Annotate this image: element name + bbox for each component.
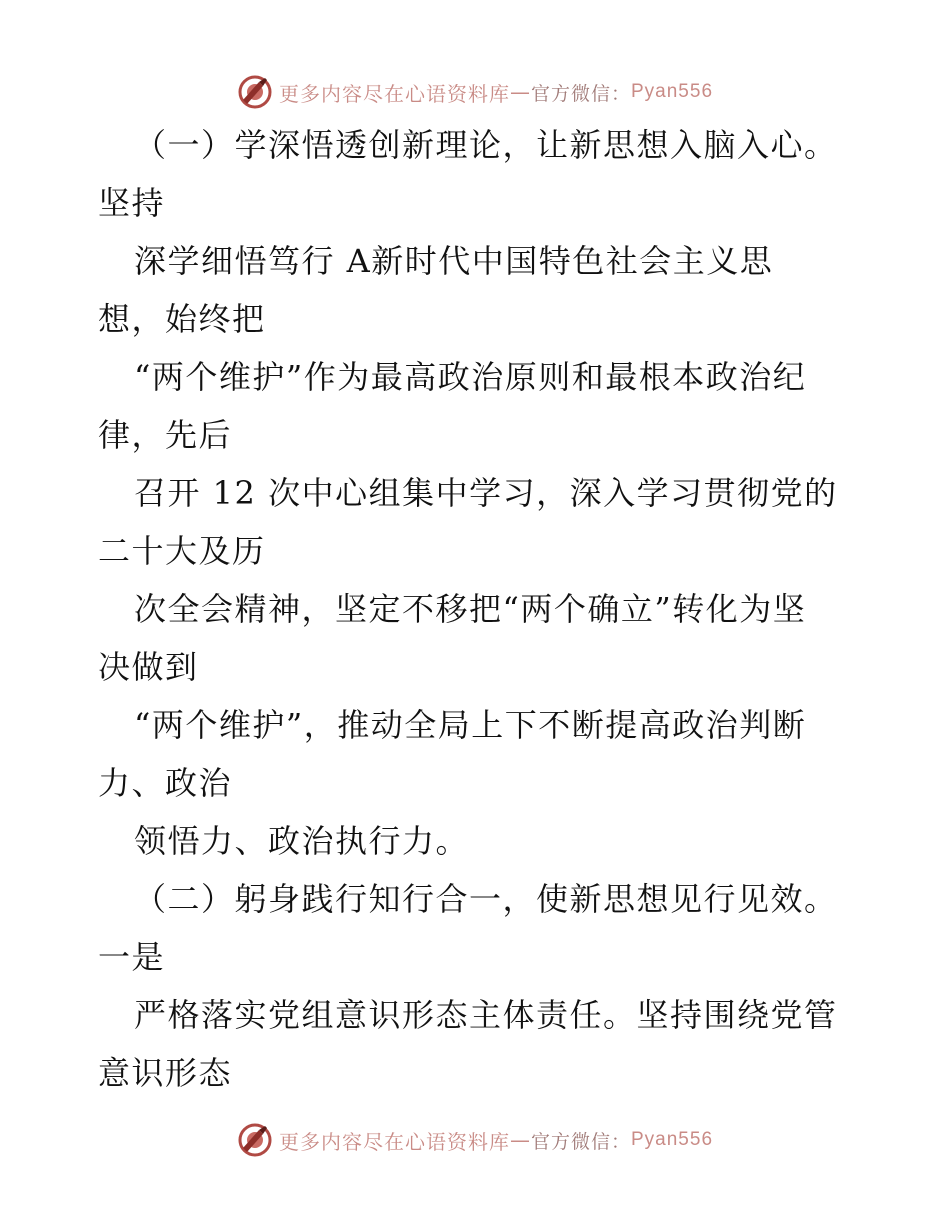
text-line: 次全会精神，坚定不移把“两个确立”转化为坚 [134, 590, 807, 628]
text-line: 严格落实党组意识形态主体责任。坚持围绕党管 [134, 996, 838, 1034]
text-line: “两个维护”，推动全局上下不断提高政治判断 [134, 706, 807, 744]
text-line: 律，先后 [98, 416, 233, 454]
footer-watermark [0, 1120, 950, 1160]
text-line: 坚持 [98, 184, 166, 222]
watermark-brand: 更多内容尽在心语资料库 [278, 1129, 510, 1154]
brand-logo-icon [237, 1122, 273, 1158]
watermark-official-label: 官方微信： [530, 82, 631, 105]
text-line: 深学细悟笃行 A新时代中国特色社会主义思 [134, 242, 774, 280]
text-line: 召开 12 次中心组集中学习，深入学习贯彻党的 [134, 474, 838, 512]
text-line: 力、政治 [98, 764, 233, 802]
watermark-separator: — [509, 80, 531, 104]
watermark-brand: 更多内容尽在心语资料库 [278, 81, 510, 106]
brand-logo-icon [237, 74, 273, 110]
text-line: 想，始终把 [98, 300, 266, 338]
watermark-separator: — [509, 1128, 531, 1152]
text-line: 二十大及历 [98, 532, 266, 570]
watermark-official-label: 官方微信： [530, 1130, 631, 1153]
text-line: 意识形态 [98, 1054, 233, 1092]
text-line: 决做到 [98, 648, 199, 686]
watermark-account: Pyan556 [631, 81, 714, 102]
text-line: （一）学深悟透创新理论，让新思想入脑入心。 [134, 126, 838, 164]
text-line: 一是 [98, 938, 166, 976]
header-watermark [0, 72, 950, 112]
text-line: “两个维护”作为最高政治原则和最根本政治纪 [134, 358, 807, 396]
watermark-account: Pyan556 [631, 1129, 714, 1150]
text-line: （二）躬身践行知行合一，使新思想见行见效。 [134, 880, 838, 918]
text-line: 领悟力、政治执行力。 [134, 822, 470, 860]
